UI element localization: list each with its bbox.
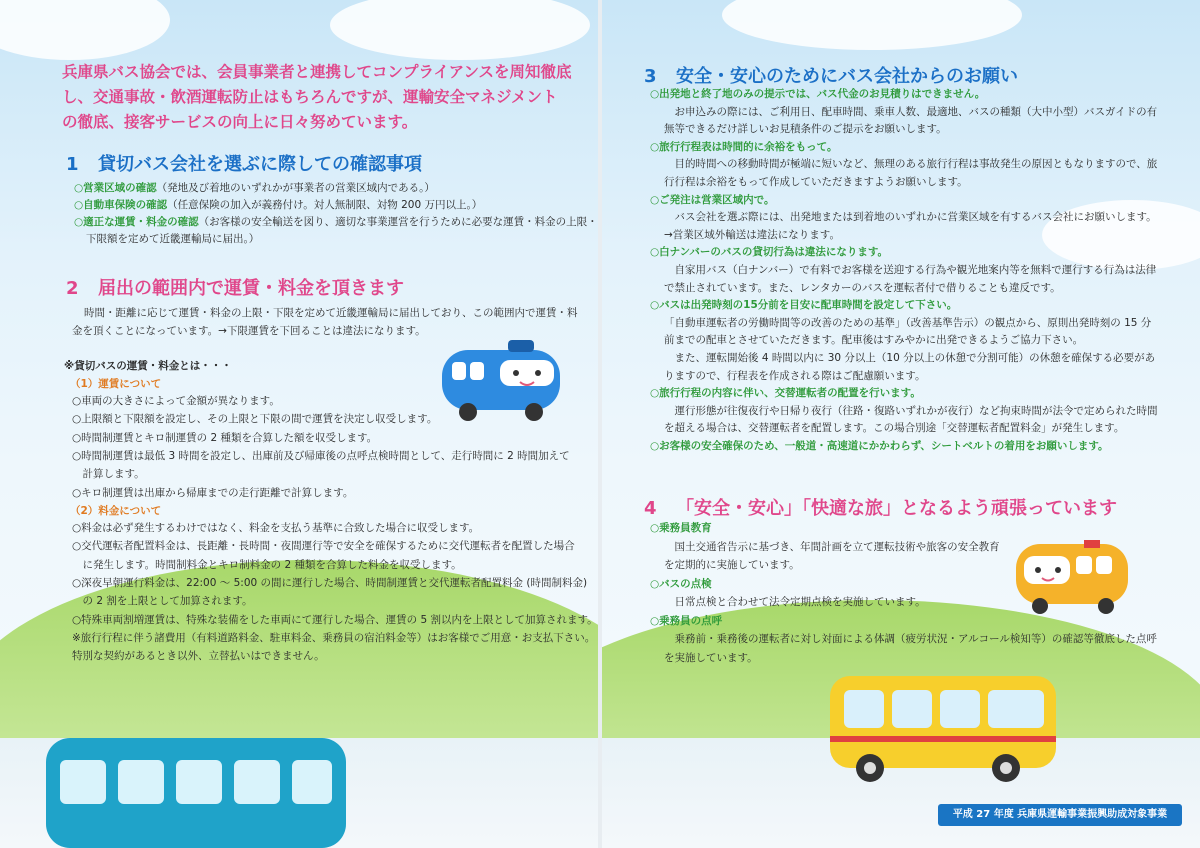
s2-sub2: （2）料金について [70,505,162,517]
s1-item: 下限額を定めて近畿運輸局に届出。） [86,233,260,245]
section-3-number: 3 [644,66,657,87]
section-4-title [644,494,1117,520]
s4-block-line: 日常点検と合わせて法令定期点検を実施しています。 [664,596,926,608]
s2-sub1-item: 計算します。 [72,468,145,481]
s3-block-line: →営業区域外輸送は違法になります。 [664,228,840,241]
teal-bus-illustration [46,738,346,848]
orange-bus-character-illustration [1014,538,1132,618]
s2-sub2-item: の 2 割を上限として加算されます。 [72,595,253,608]
s2-para: 金を頂くことになっています。→下限運賃を下回ることは違法になります。 [72,325,426,337]
s2-sub1-item: ○時間制運賃は最低 3 時間を設定し、出庫前及び帰庫後の点呼点検時間として、走行時間に 2 時間加えて [72,449,570,462]
s4-block-head: ○乗務員の点呼 [650,614,723,627]
cloud-decoration [330,0,590,60]
intro-text: 兵庫県バス協会では、会員事業者と連携してコンプライアンスを周知徹底し、交通事故・飲酒運転防止はもちろんですが、運輸安全マネジメントの徹底、接客サービスの向上に日々努めています。 [62,63,572,131]
s3-block-line: 運行形態が往復夜行や日帰り夜行（往路・復路いずれかが夜行）など拘束時間が法令で定められた時間 [664,404,1158,417]
s4-block-head: ○乗務員教育 [650,522,712,534]
s2-sub1-item: ○車両の大きさによって金額が異なります。 [72,395,280,407]
s3-block-line: 前までの配車とさせていただきます。配車後はすみやかに出発できるようご協力下さい。 [664,334,1084,347]
s4-block-line: を定期的に実施しています。 [664,559,800,571]
right-page [602,0,1200,848]
s4-block-head: ○バスの点検 [650,577,712,590]
s3-block-line: 行行程は余裕をもって作成していただきますようお願いします。 [664,176,968,188]
cloud-decoration [0,0,170,60]
s3-block-line: お申込みの際には、ご利用日、配車時間、乗車人数、最適地、バスの種類（大中小型）バスガイドの有 [664,105,1158,118]
s3-block-head: ○旅行行程の内容に伴い、交替運転者の配置を行います。 [650,387,921,400]
section-2-title [66,274,404,300]
footer-tag: 平成 27 年度 兵庫県運輸事業振興助成対象事業 [938,804,1182,826]
left-page [0,0,598,848]
s2-sub1-item: ○上限額と下限額を設定し、その上限と下限の間で運賃を決定し収受します。 [72,413,438,426]
s2-sub2-item: ○料金は必ず発生するわけではなく、料金を支払う基準に合致した場合に収受します。 [72,522,480,534]
s3-block-head: ○出発地と終了地のみの提示では、バス代金のお見積りはできません。 [650,88,986,100]
section-4-number: 4 [644,498,657,519]
section-4-heading: 「安全・安心」「快適な旅」となるよう頑張っています [676,498,1117,519]
s3-block-head: ○ご発注は営業区域内で。 [650,193,775,206]
blue-bus-character-illustration [438,338,566,424]
section-2-number: 2 [66,278,79,299]
s3-block-line: 無等できるだけ詳しいお見積条件のご提示をお願いします。 [664,123,947,136]
s1-item: ○営業区域の確認（発地及び着地のいずれかが事業者の営業区域内である。） [74,182,435,194]
s2-sub1-item: ○時間制運賃とキロ制運賃の 2 種類を合算した額を収受します。 [72,431,378,444]
s2-sub1-item: ○キロ制運賃は出庫から帰庫までの走行距離で計算します。 [72,486,354,499]
s2-sub1: （1）運賃について [70,378,162,390]
section-2-heading: 届出の範囲内で運賃・料金を頂きます [98,278,404,299]
s3-block-line: 「自動車運転者の労働時間等の改善のための基準」（改善基準告示）の観点から、原則出発時刻の 15 分 [664,316,1152,329]
s2-sub2-item: ○深夜早朝運行料金は、22:00 ～ 5:00 の間に運行した場合、時間制運賃と交代運転者配置料金 (時間制料金) [72,576,588,589]
s2-sub2-item: ○特殊車両割増運賃は、特殊な装備をした車両にて運行した場合、運賃の 5 割以内を上限として加算されます。 [72,613,598,626]
s4-block-line: 乗務前・乗務後の運転者に対し対面による体調（疲労状況・アルコール検知等）の確認等徹底した点呼 [664,633,1157,645]
s4-block-line: を実施しています。 [664,651,758,664]
s3-block-line: りますので、行程表を作成される際はご配慮願います。 [664,369,926,382]
yellow-bus-illustration [830,676,1060,784]
s3-block-head: ○お客様の安全確保のため、一般道・高速道にかかわらず、シートベルトの着用をお願いします。 [650,440,1109,452]
s2-sub2-item: ※旅行行程に伴う諸費用（有料道路料金、駐車料金、乗務員の宿泊料金等）はお客様でご用意・お支払下さい。 [72,631,596,644]
s2-para: 時間・距離に応じて運賃・料金の上限・下限を定めて近畿運輸局に届出しており、この範囲内で運賃・料 [84,307,578,319]
s3-block-line: また、運転開始後 4 時間以内に 30 分以上（10 分以上の休憩で分割可能）の休憩を確保する必要があ [664,352,1156,364]
s4-block-line: 国土交通省告示に基づき、年間計画を立て運転技術や旅客の安全教育 [664,540,1000,553]
section-1-title [66,150,422,176]
section-3-title [644,62,1018,88]
section-1-heading: 貸切バス会社を選ぶに際しての確認事項 [98,154,422,175]
s1-item: ○自動車保険の確認（任意保険の加入が義務付け。対人無制限、対物 200 万円以上。） [74,199,483,211]
s3-block-line: を超える場合は、交替運転者を配置します。この場合別途「交替運転者配置料金」が発生します。 [664,422,1125,435]
cloud-decoration [722,0,1022,50]
s2-sub2-item: に発生します。時間制料金とキロ制料金の 2 種類を合算した料金を収受します。 [72,558,462,571]
s3-block-line: 目的時間への移動時間が極端に短いなど、無理のある旅行行程は事故発生の原因ともなりますので、旅 [664,158,1158,171]
s2-sub2-item: 特別な契約があるとき以外、立替払いはできません。 [72,650,325,663]
s3-block-head: ○白ナンバーのバスの貸切行為は違法になります。 [650,246,889,259]
s2-note-title: ※貸切バスの運賃・料金とは・・・ [64,360,232,372]
s3-block-line: バス会社を選ぶ際には、出発地または到着地のいずれかに営業区域を有するバス会社にお願いします。 [664,211,1157,224]
s3-block-head: ○旅行行程表は時間的に余裕をもって。 [650,140,838,153]
s3-block-head: ○バスは出発時刻の15分前を目安に配車時間を設定して下さい。 [650,299,958,312]
section-1-number: 1 [66,154,79,175]
s1-item: ○適正な運賃・料金の確認（お客様の安全輸送を図り、適切な事業運営を行うために必要な運賃・料金の上限・ [74,216,598,228]
s3-block-line: で禁止されています。また、レンタカーのバスを運転者付で借りることも違反です。 [664,281,1061,294]
section-3-heading: 安全・安心のためにバス会社からのお願い [676,66,1018,87]
s3-block-line: 自家用バス（白ナンバー）で有料でお客様を送迎する行為や観光地案内等を無料で運行する行為は法律 [664,264,1157,276]
s2-sub2-item: ○交代運転者配置料金は、長距離・長時間・夜間運行等で安全を確保するために交代運転者を配置した場合 [72,540,575,553]
